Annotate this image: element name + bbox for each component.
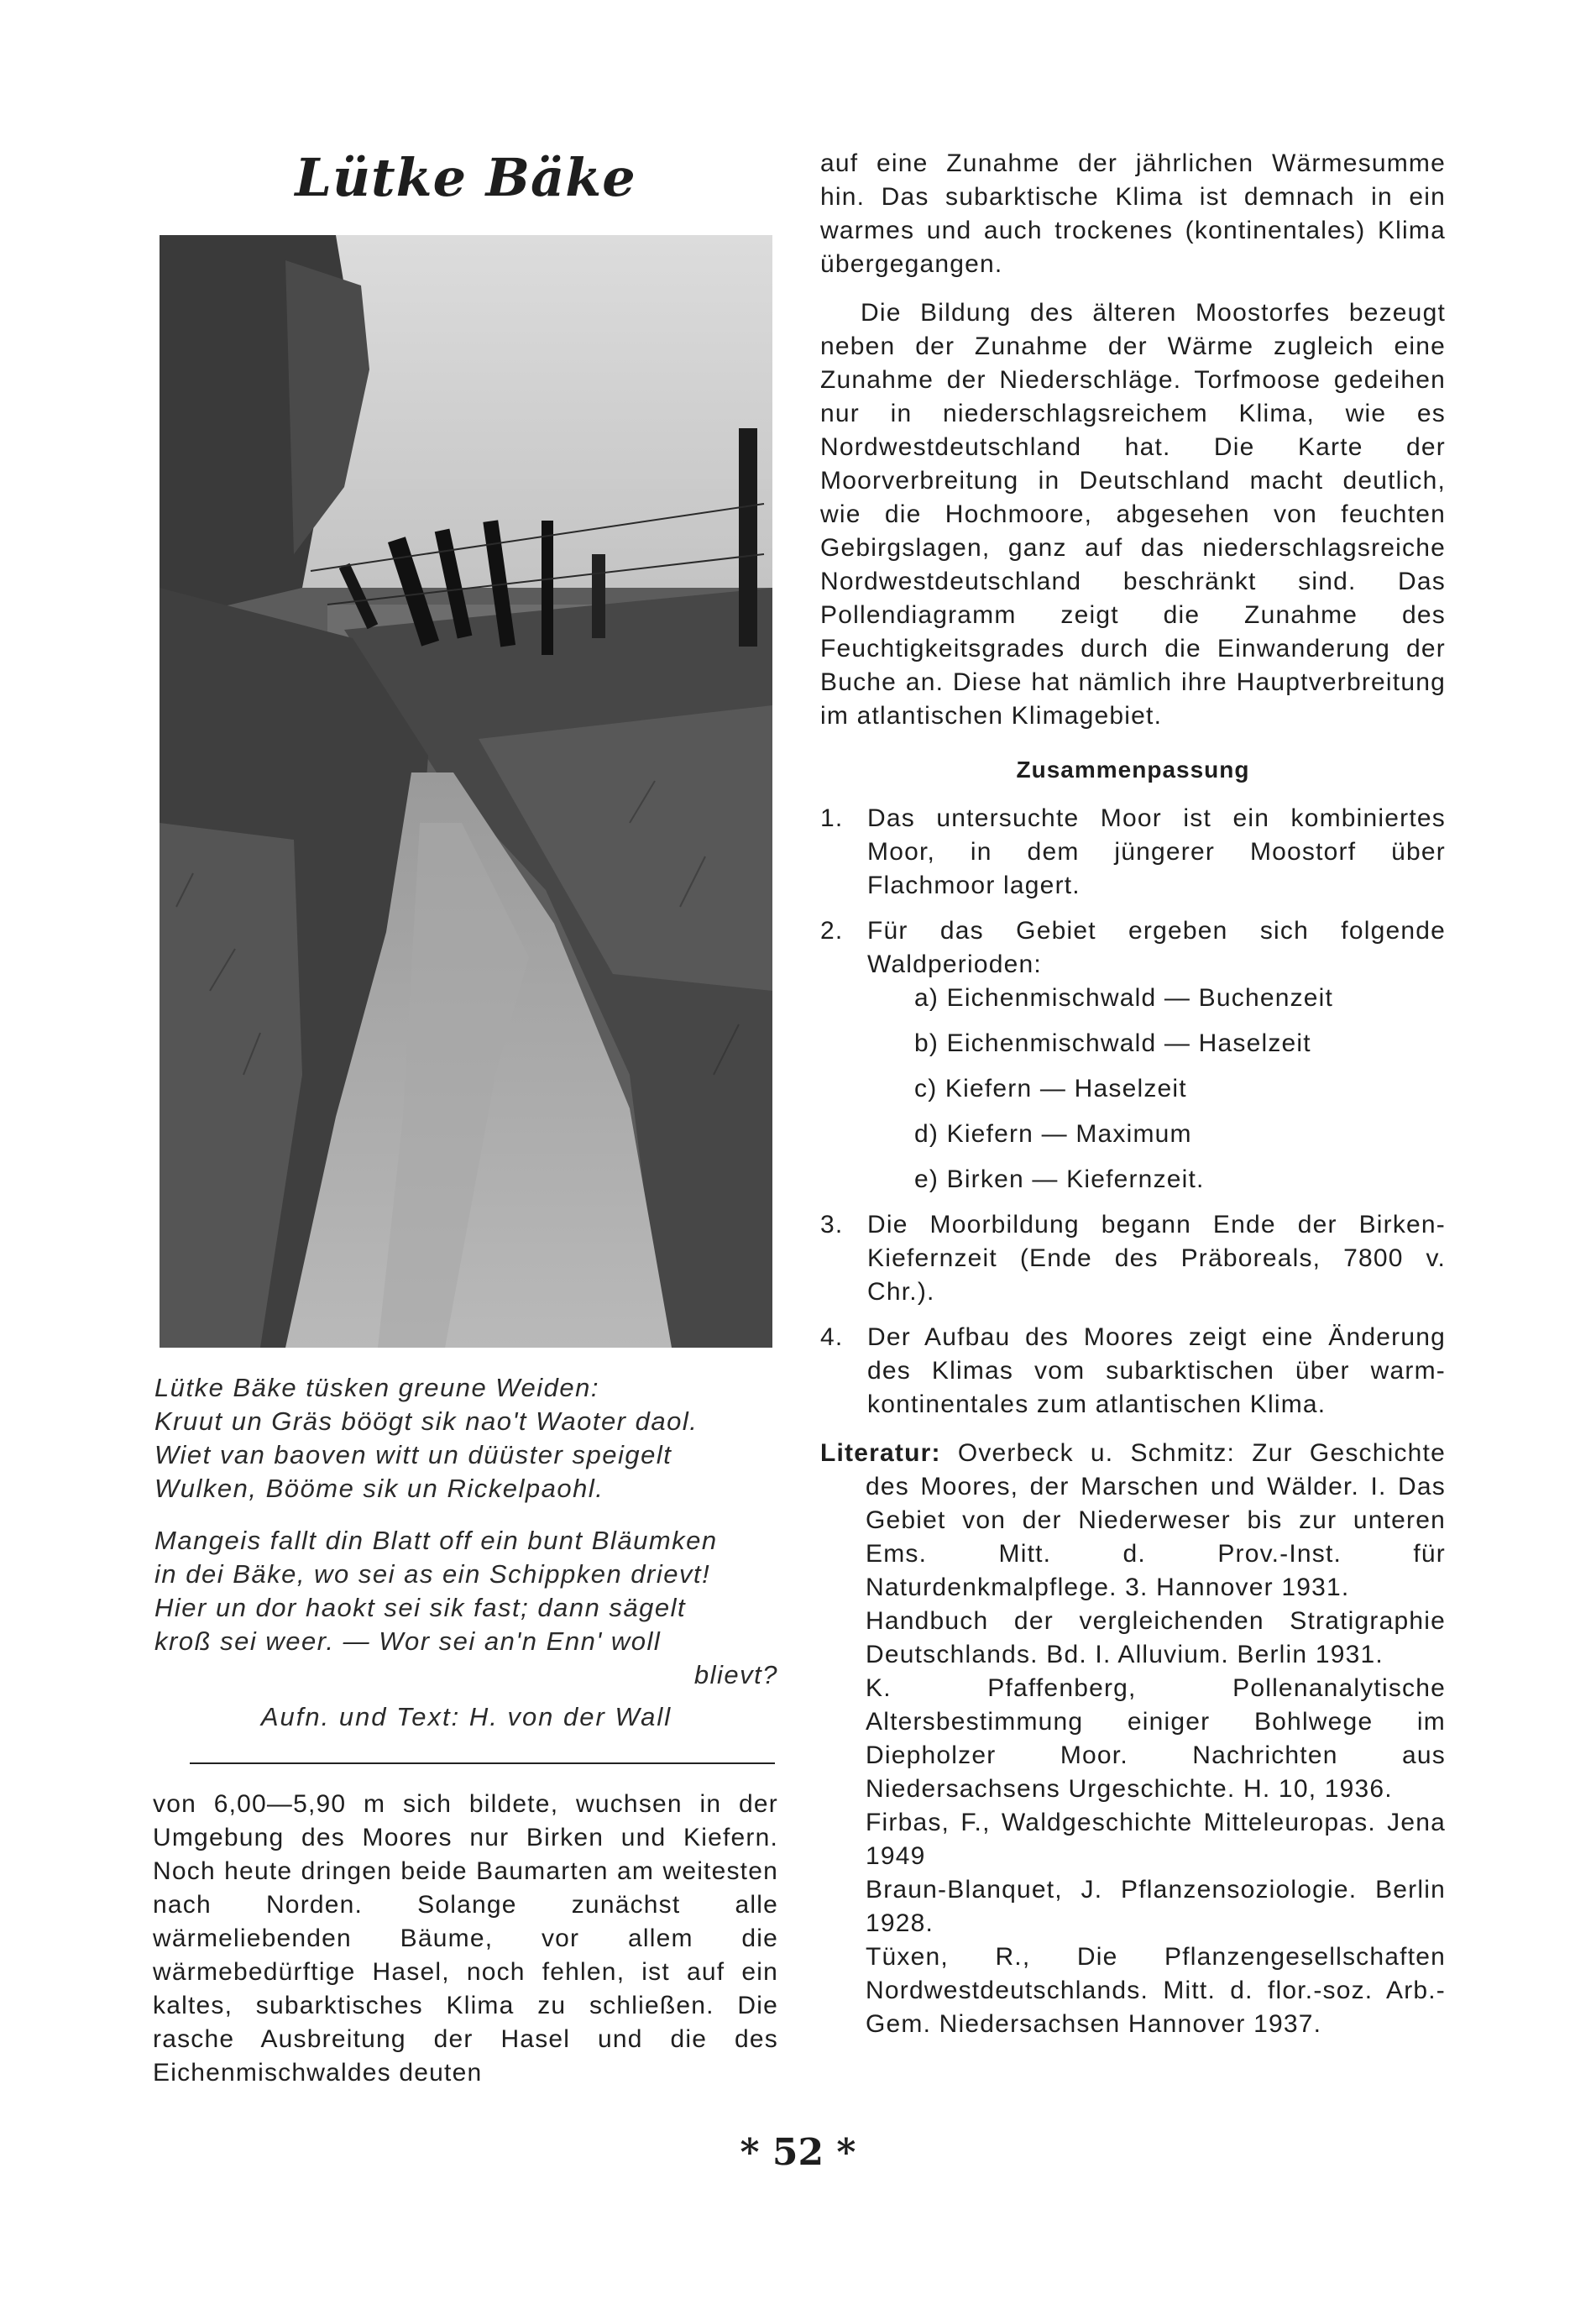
summary-item	[820, 914, 1446, 1197]
summary-item	[820, 802, 1446, 903]
summary-number: 2.	[820, 917, 844, 945]
stream-photo-image	[160, 235, 772, 1348]
summary-number: 3.	[820, 1211, 844, 1239]
poem-stanza-1	[154, 1371, 778, 1506]
literature	[820, 1437, 1446, 2041]
summary-list	[820, 802, 1446, 1422]
poem-title: Lütke Bäke	[295, 147, 636, 208]
stream-photo	[160, 235, 772, 1348]
poem-stanza-2	[154, 1524, 778, 1692]
literature-entry	[820, 1437, 1446, 1605]
period-item: d) Kiefern — Maximum	[914, 1120, 1192, 1148]
poem-line: Kruut un Gräs böögt sik nao't Waoter daol.	[154, 1406, 699, 1436]
poem-line: kroß sei weer. — Wor sei an'n Enn' woll	[154, 1626, 662, 1656]
poem-line: Wulken, Bööme sik un Rickelpaohl.	[154, 1474, 604, 1503]
poem-line: Wiet van baoven witt un düüster speigelt	[154, 1440, 672, 1469]
page-number: * 52 *	[740, 2131, 856, 2174]
summary-item	[820, 1321, 1446, 1422]
body-paragraph-2: Die Bildung des älteren Moostorfes bezeugt neben der Zunahme der Wärme zugleich eine Zunahme der Niederschläge. Torfmoose gedeihen nur in niederschlagsreichem Klima, wie es Nordwestdeutschland hat. Die Karte der Moorverbreitung in Deutschland macht deutlich, wie die Hochmoore, abgesehen von feuchten Gebirgslagen, ganz auf das niederschlagsreiche Nordwestdeutschland beschränkt sind. Das Pollendiagramm zeigt die Zunahme des Feuchtigkeitsgrades durch die Einwanderung der Buche an. Diese hat nämlich ihre Hauptverbreitung im atlantischen Klimagebiet.	[820, 299, 1446, 730]
literature-text: Overbeck u. Schmitz: Zur Geschichte des Moores, der Marschen und Wälder. I. Das Gebiet von der Niederweser bis zur unteren Ems. Mitt. d. Prov.-Inst. für Naturdenkmalpflege. 3. Hannover 1931.	[866, 1439, 1446, 1601]
poem	[153, 1371, 778, 1734]
period-list	[867, 982, 1446, 1197]
section-heading: Zusammenpassung	[1016, 757, 1250, 783]
period-item: c) Kiefern — Haselzeit	[914, 1075, 1187, 1102]
period-item: a) Eichenmischwald — Buchenzeit	[914, 984, 1334, 1012]
summary-number: 1.	[820, 804, 844, 832]
literature-entry: K. Pfaffenberg, Pollenanalytische Altersbestimmung einiger Bohlwege im Diepholzer Moor. Nachrichten aus Niedersachsens Urgeschichte. H. 10, 1936.	[866, 1674, 1446, 1803]
literature-entry: Firbas, F., Waldgeschichte Mitteleuropas. Jena 1949	[866, 1809, 1446, 1870]
literature-entry: Tüxen, R., Die Pflanzengesellschaften Nordwestdeutschlands. Mitt. d. flor.-soz. Arb.-Gem. Niedersachsen Hannover 1937.	[866, 1943, 1446, 2038]
poem-line: in dei Bäke, wo sei as ein Schippken drievt!	[154, 1559, 711, 1589]
summary-item	[820, 1208, 1446, 1309]
summary-number: 4.	[820, 1323, 844, 1351]
summary-text: Der Aufbau des Moores zeigt eine Änderung des Klimas vom subarktischen über warm-kontinentales zum atlantischen Klima.	[867, 1323, 1446, 1418]
body-paragraph-1: auf eine Zunahme der jährlichen Wärmesumme hin. Das subarktische Klima ist demnach in ein warmes und auch trockenes (kontinentales) Klima übergegangen.	[820, 149, 1446, 278]
summary-text: Die Moorbildung begann Ende der Birken-Kiefernzeit (Ende des Präboreals, 7800 v. Chr.).	[867, 1211, 1446, 1306]
poem-line: Lütke Bäke tüsken greune Weiden:	[154, 1373, 599, 1402]
literature-entry: Braun-Blanquet, J. Pflanzensoziologie. Berlin 1928.	[866, 1876, 1446, 1937]
poem-line: Mangeis fallt din Blatt off ein bunt Bläumken	[154, 1526, 718, 1555]
body-text-left: von 6,00—5,90 m sich bildete, wuchsen in der Umgebung des Moores nur Birken und Kiefern. Noch heute dringen beide Baumarten am weitesten nach Norden. Solange zunächst alle wärmeliebenden Bäume, vor allem die wärmebedürftige Hasel, noch fehlen, ist auf ein kaltes, subarktisches Klima zu schließen. Die rasche Ausbreitung der Hasel und die des Eichenmischwaldes deuten	[153, 1790, 778, 2087]
photo-credit: Aufn. und Text: H. von der Wall	[260, 1702, 672, 1731]
literature-entry: Handbuch der vergleichenden Stratigraphie Deutschlands. Bd. I. Alluvium. Berlin 1931.	[866, 1607, 1446, 1668]
summary-text: Das untersuchte Moor ist ein kombiniertes Moor, in dem jüngerer Moostorf über Flachmoor lagert.	[867, 804, 1446, 899]
divider	[190, 1762, 775, 1764]
right-column	[820, 147, 1446, 2041]
poem-line: Hier un dor haokt sei sik fast; dann sägelt	[154, 1593, 687, 1622]
poem-line: blievt?	[693, 1660, 778, 1689]
period-item: b) Eichenmischwald — Haselzeit	[914, 1029, 1311, 1057]
left-column	[153, 147, 778, 2090]
literature-label: Literatur:	[820, 1439, 941, 1467]
summary-text: Für das Gebiet ergeben sich folgende Waldperioden:	[867, 917, 1446, 978]
period-item: e) Birken — Kiefernzeit.	[914, 1165, 1205, 1193]
